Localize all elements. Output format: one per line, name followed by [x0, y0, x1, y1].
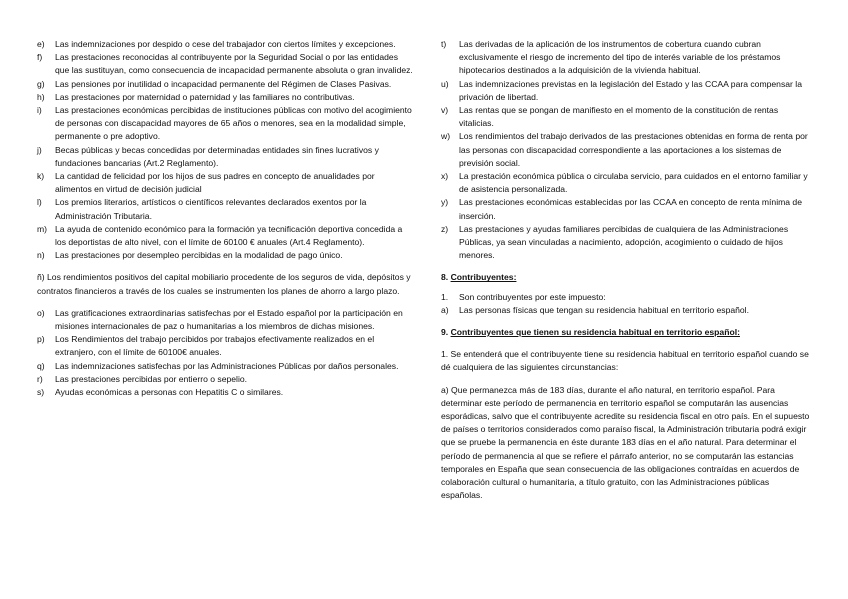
list-item: r) Las prestaciones percibidas por entierro o sepelio.: [37, 373, 248, 384]
list-item: t) Las derivadas de la aplicación de los instrumentos de cobertura cuando cubran exclusivamente el riesgo de incremento del tipo de interés variable de los préstamos hipotecarios destinados a la adquisición de la vivienda habitual.: [441, 39, 781, 76]
list-item: x) La prestación económica pública o circulaba servicio, para cuidados en el entorno familiar y de asistencia personalizada.: [441, 171, 808, 195]
section-9-paragraph-1: 1. Se entenderá que el contribuyente tiene su residencia habitual en territorio español cuando se dé cualquiera de las siguientes circunstancias:: [441, 349, 809, 373]
list-item: j) Becas públicas y becas concedidas por determinadas entidades sin fines lucrativos y fundaciones bancarias (Art.2 Reglamento).: [37, 144, 379, 168]
list-item: m) La ayuda de contenido económico para la formación ya tecnificación deportiva concedida a los deportistas de alto nivel, con el límite de 60100 € anuales (Art.4 Reglamento).: [37, 223, 403, 248]
list-item: i) Las prestaciones económicas percibidas de instituciones públicas con motivo del acogimiento de personas con discapacidad mayores de 65 años o menores, sea en la modalidad simple, permanente o pre adoptivo.: [37, 105, 412, 142]
list-item: w) Los rendimientos del trabajo derivados de las prestaciones obtenidas en forma de renta por las personas con discapacidad correspondiente a las aportaciones a los sistemas de previsión social.: [441, 131, 808, 168]
list-item: z) Las prestaciones y ayudas familiares percibidas de cualquiera de las Administraciones Públicas, ya sean vinculadas a nacimiento, adopción, acogimiento o cuidado de hijos menores.: [441, 223, 789, 261]
section-8-heading: 8. Contribuyentes:: [441, 272, 517, 283]
list-item: 1. Son contribuyentes por este impuesto:: [441, 291, 606, 302]
list-item: q) Las indemnizaciones satisfechas por las Administraciones Públicas por daños personales.: [37, 360, 399, 371]
list-item: u) Las indemnizaciones previstas en la legislación del Estado y las CCAA para compensar la privación de libertad.: [441, 78, 802, 102]
list-item: a) Las personas físicas que tengan su residencia habitual en territorio español.: [441, 304, 749, 315]
right-column: [441, 38, 813, 503]
section-9-paragraph-2: a) Que permanezca más de 183 días, durante el año natural, en territorio español. Para determinar este período de permanencia en territorio español se computarán las ausencias esporádicas, salvo que el contribuyente acredite su residencia fiscal en otro país. En el supuesto de países o territorios considerados como paraíso fiscal, la Administración tributaria podrá exigir que se pruebe la permanencia en éste durante 183 días en el año natural. Para determinar el período de permanencia al que se refiere el párrafo anterior, no se computarán las estancias temporales en España que sean consecuencia de las obligaciones contraídas en acuerdos de colaboración cultural o humanitaria, a título gratuito, con las Administraciones públicas españolas.: [441, 384, 810, 501]
list-item: y) Las prestaciones económicas establecidas por las CCAA en concepto de renta mínima de inserción.: [441, 197, 802, 221]
list-item: g) Las pensiones por inutilidad o incapacidad permanente del Régimen de Clases Pasivas.: [37, 78, 392, 89]
exemptions-list-c: [441, 38, 813, 262]
exemptions-list-b: [37, 307, 413, 399]
list-item: s) Ayudas económicas a personas con Hepatitis C o similares.: [37, 387, 284, 398]
list-item: k) La cantidad de felicidad por los hijos de sus padres en concepto de anualidades por alimentos en virtud de decisión judicial: [37, 171, 375, 195]
left-column: [37, 38, 413, 399]
list-item: f) Las prestaciones reconocidas al contribuyente por la Seguridad Social o por las entidades que las sustituyan, como consecuencia de incapacidad permanente absoluta o gran invalidez.: [37, 52, 413, 76]
list-item: l) Los premios literarios, artísticos o científicos relevantes declarados exentos por la Administración Tributaria.: [37, 197, 367, 221]
paragraph-enye: ñ) Los rendimientos positivos del capital mobiliario procedente de los seguros de vida, depósitos y contratos financieros a través de los cuales se instrumenten los planes de ahorro a largo plazo.: [37, 272, 411, 296]
list-item: h) Las prestaciones por maternidad o paternidad y las familiares no contributivas.: [37, 91, 355, 102]
list-item: p) Los Rendimientos del trabajo percibidos por trabajos efectivamente realizados en el extranjero, con el límite de 60100€ anuales.: [37, 334, 375, 358]
exemptions-list-a: [37, 38, 413, 262]
section-9-heading: 9. Contribuyentes que tienen su residencia habitual en territorio español:: [441, 327, 740, 338]
list-item: n) Las prestaciones por desempleo percibidas en la modalidad de pago único.: [37, 250, 343, 261]
list-item: v) Las rentas que se pongan de manifiesto en el momento de la constitución de rentas vitalicias.: [441, 105, 779, 129]
list-item: e) Las indemnizaciones por despido o cese del trabajador con ciertos límites y excepciones.: [37, 39, 396, 49]
list-item: o) Las gratificaciones extraordinarias satisfechas por el Estado español por la participación en misiones internacionales de paz o humanitarias a los miembros de dichas misiones.: [37, 307, 403, 332]
